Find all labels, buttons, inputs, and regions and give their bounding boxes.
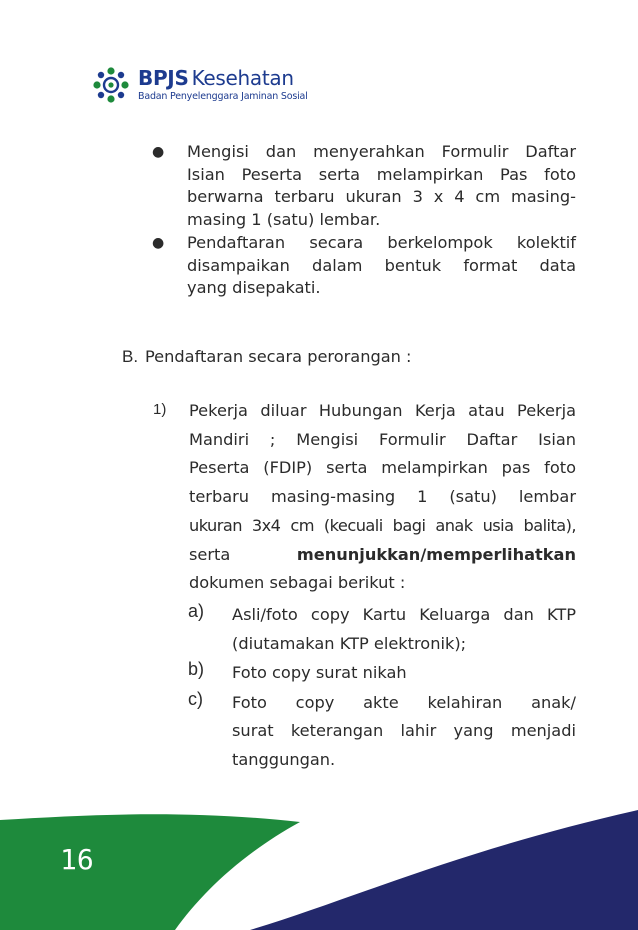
section-marker: B. [122, 347, 139, 366]
bpjs-logo [92, 66, 332, 108]
text-line: Foto copy surat nikah [232, 663, 407, 682]
text-line: Peserta (FDIP) serta melampirkan pas foto [189, 458, 576, 478]
sub-item-c [188, 689, 576, 775]
footer-navy-shape [250, 810, 638, 930]
footer-green-shape [0, 814, 300, 930]
text-line: Foto copy akte kelahiran anak/ [232, 692, 576, 712]
text-line: disampaikan dalam bentuk format data [187, 255, 576, 275]
text-line: Pendaftaran secara berkelompok kolektif [187, 232, 576, 252]
text-line: berwarna terbaru ukuran 3 x 4 cm masing- [187, 187, 576, 207]
brand-title: BPJS Kesehatan [138, 66, 294, 90]
text-line: dokumen sebagai berikut : [189, 573, 406, 593]
text-line: tanggungan. [232, 749, 336, 769]
text-line: terbaru masing-masing 1 (satu) lembar [189, 487, 576, 507]
section-title: Pendaftaran secara perorangan : [145, 347, 412, 366]
text-segment: serta [189, 544, 231, 564]
text-line: Isian Peserta serta melampirkan Pas foto [187, 164, 576, 184]
item-number: 1) [153, 401, 167, 418]
bullet-item [150, 141, 576, 232]
sub-item-a [188, 601, 576, 658]
sub-item-list [188, 601, 576, 781]
text-line: masing 1 (satu) lembar. [187, 210, 381, 230]
bullet-dot-icon: ● [152, 144, 165, 160]
footer-wave [0, 800, 638, 930]
bold-text: menunjukkan/memperlihatkan [296, 544, 576, 564]
sub-item-label: a) [188, 601, 205, 621]
text-line: Mengisi dan menyerahkan Formulir Daftar [187, 142, 576, 161]
sub-item-label: c) [188, 688, 203, 709]
text-line: (diutamakan KTP elektronik); [232, 633, 467, 653]
text-line [189, 541, 576, 570]
bpjs-emblem-icon [92, 66, 130, 104]
bullet-list [150, 141, 576, 300]
bullet-item [150, 232, 576, 300]
text-line: yang disepakati. [187, 278, 321, 298]
text-line: Mandiri ; Mengisi Formulir Daftar Isian [189, 429, 576, 449]
text-line: Pekerja diluar Hubungan Kerja atau Pekerja [189, 401, 576, 420]
sub-item-b [188, 659, 576, 688]
brand-subtitle: Badan Penyelenggara Jaminan Sosial [138, 91, 308, 102]
page-number: 16 [60, 843, 94, 876]
text-line: Asli/foto copy Kartu Keluarga dan KTP [232, 605, 576, 624]
bullet-dot-icon: ● [152, 234, 165, 251]
sub-item-label: b) [188, 659, 205, 679]
text-line: surat keterangan lahir yang menjadi [232, 721, 576, 740]
text-line: ukuran 3x4 cm (kecuali bagi anak usia balita), [189, 515, 576, 535]
